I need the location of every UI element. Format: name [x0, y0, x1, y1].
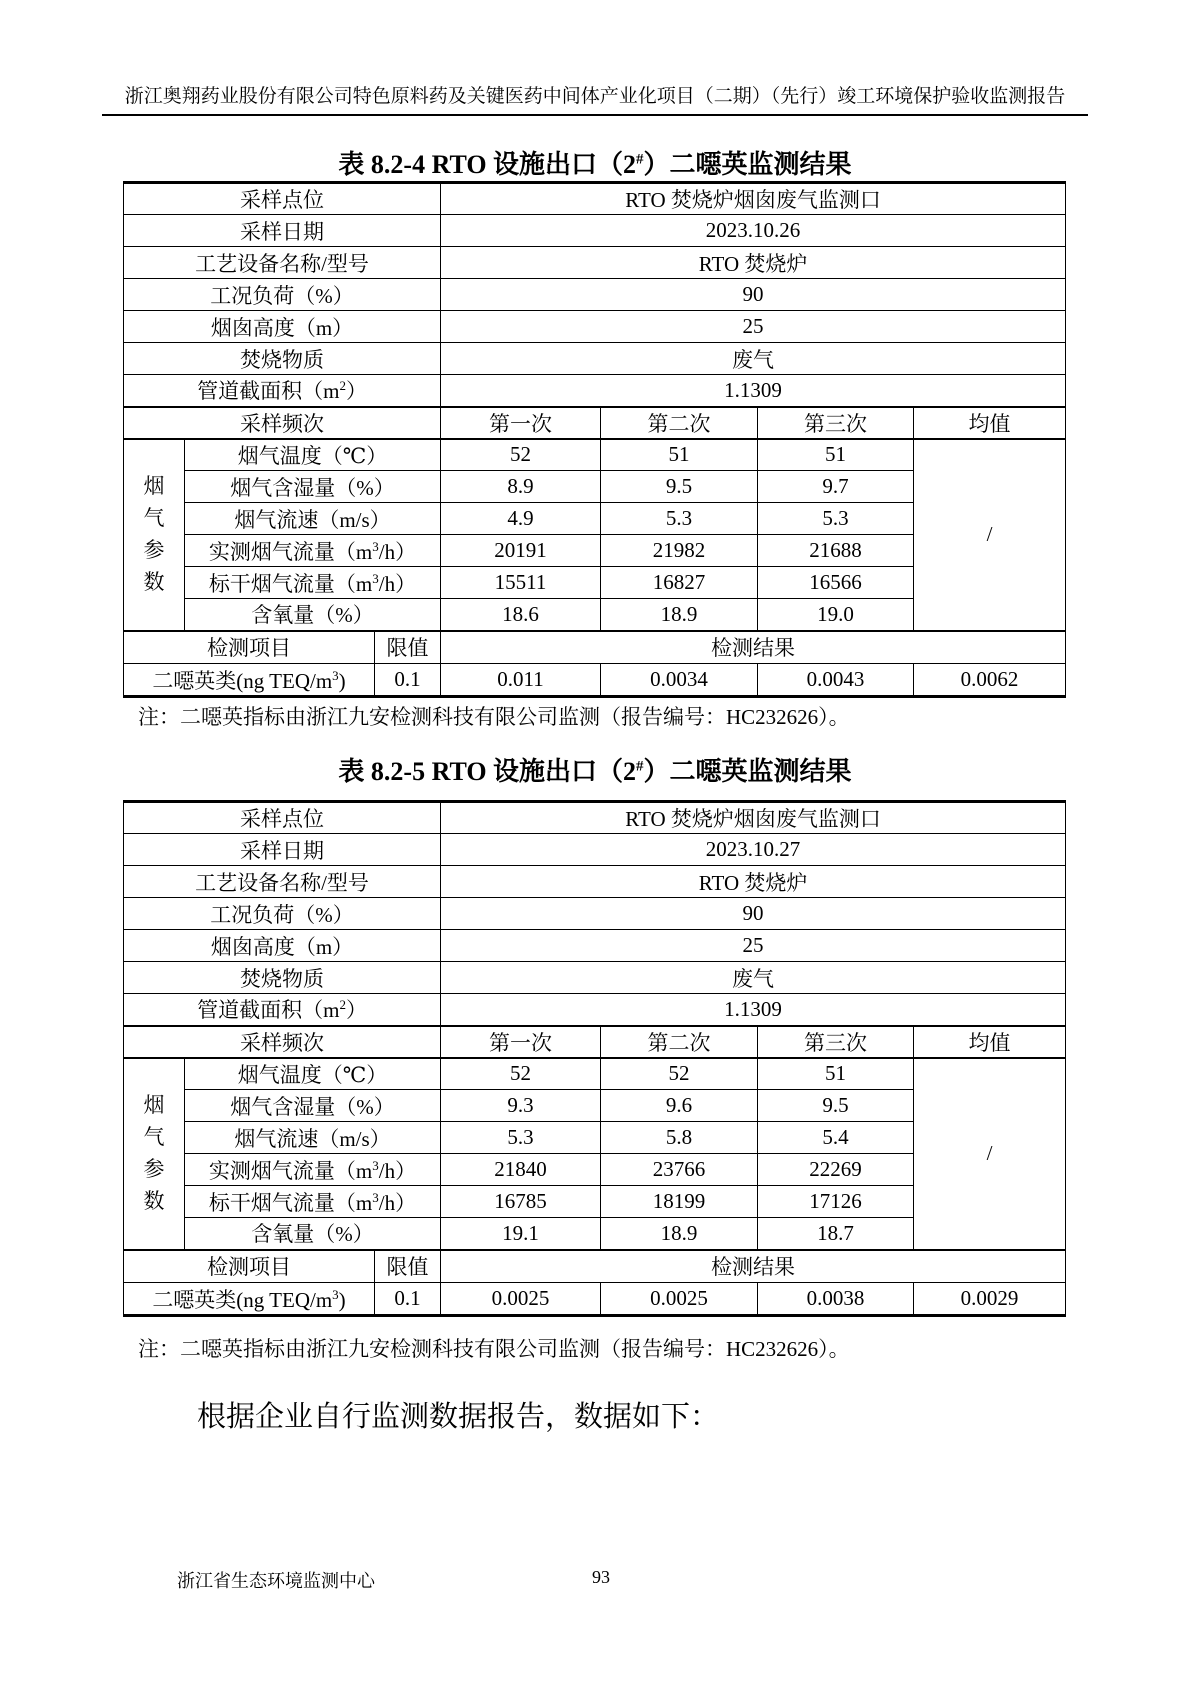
- data-cell: 18.6: [441, 599, 601, 631]
- data-cell: 5.3: [758, 503, 914, 535]
- data-cell: 18199: [601, 1186, 758, 1218]
- limit-header-cell: 限值: [375, 631, 441, 664]
- row-label-cell: 烟气含湿量（%）: [185, 1090, 441, 1122]
- data-cell: 9.6: [601, 1090, 758, 1122]
- table-1-title: [102, 144, 1088, 181]
- row-value-cell: 25: [441, 930, 1066, 962]
- data-cell: 5.8: [601, 1122, 758, 1154]
- column-header-cell: 第三次: [758, 407, 914, 439]
- param-group-cell: 烟 气 参 数: [124, 1058, 185, 1250]
- column-header-cell: 第一次: [441, 407, 601, 439]
- table-note: 注：二噁英指标由浙江九安检测科技有限公司监测（报告编号：HC232626）。: [138, 705, 850, 729]
- row-label-cell: 采样日期: [124, 834, 441, 866]
- info-row: [124, 930, 1066, 962]
- data-cell: 0.0038: [758, 1283, 914, 1316]
- row-value-cell: 2023.10.27: [441, 834, 1066, 866]
- data-cell: 0.0025: [441, 1283, 601, 1316]
- info-row: [124, 183, 1066, 215]
- row-value-cell: 1.1309: [441, 375, 1066, 407]
- data-cell: 9.5: [758, 1090, 914, 1122]
- row-label-cell: 采样点位: [124, 183, 441, 215]
- column-header-cell: 均值: [914, 407, 1066, 439]
- data-cell: 9.7: [758, 471, 914, 503]
- page-number: 93: [592, 1567, 610, 1587]
- column-header-cell: 第三次: [758, 1026, 914, 1058]
- row-label-cell: 工艺设备名称/型号: [124, 247, 441, 279]
- row-label-cell: 实测烟气流量$(m^3/h)$: [185, 535, 441, 567]
- data-cell: 21688: [758, 535, 914, 567]
- param-row: [124, 1058, 1066, 1090]
- limit-value-cell: 0.1: [375, 664, 441, 697]
- info-row: [124, 962, 1066, 994]
- row-label-cell: 含氧量（%）: [185, 599, 441, 631]
- data-cell: 19.0: [758, 599, 914, 631]
- data-cell: 52: [441, 439, 601, 471]
- data-cell: 16827: [601, 567, 758, 599]
- param-row: [124, 439, 1066, 471]
- row-value-cell: RTO 焚烧炉: [441, 247, 1066, 279]
- data-cell: 21982: [601, 535, 758, 567]
- data-cell: 19.1: [441, 1218, 601, 1250]
- row-value-cell: 废气: [441, 962, 1066, 994]
- row-label-cell: 烟囱高度（m）: [124, 311, 441, 343]
- data-cell: 16566: [758, 567, 914, 599]
- row-label-cell: 二噁英类(ng TEQ/$m^3$): [124, 1283, 375, 1316]
- info-row: [124, 898, 1066, 930]
- row-label-cell: 工艺设备名称/型号: [124, 866, 441, 898]
- data-cell: 51: [601, 439, 758, 471]
- row-label-cell: 含氧量（%）: [185, 1218, 441, 1250]
- data-cell: 52: [601, 1058, 758, 1090]
- row-value-cell: 90: [441, 898, 1066, 930]
- info-row: [124, 279, 1066, 311]
- row-label-cell: 焚烧物质: [124, 962, 441, 994]
- title-superscript: #: [636, 758, 644, 775]
- data-cell: 15511: [441, 567, 601, 599]
- data-cell: 18.9: [601, 599, 758, 631]
- footer-organization: 浙江省生态环境监测中心: [177, 1571, 375, 1591]
- column-header-cell: 第二次: [601, 407, 758, 439]
- table-2-title: [102, 751, 1088, 788]
- row-label-cell: 烟气温度（℃）: [185, 439, 441, 471]
- report-header: 浙江奥翔药业股份有限公司特色原料药及关键医药中间体产业化项目（二期）（先行）竣工环境保护验收监测报告: [102, 81, 1088, 116]
- dioxin-monitoring-table-1: [123, 181, 1066, 698]
- dioxin-row: [124, 664, 1066, 697]
- freq-header-row: [124, 407, 1066, 439]
- info-row: [124, 834, 1066, 866]
- info-row: [124, 311, 1066, 343]
- row-value-cell: RTO 焚烧炉烟囱废气监测口: [441, 183, 1066, 215]
- data-cell: 17126: [758, 1186, 914, 1218]
- data-cell: 18.9: [601, 1218, 758, 1250]
- row-label-cell: 采样频次: [124, 1026, 441, 1058]
- info-row: [124, 343, 1066, 375]
- row-label-cell: 烟气温度（℃）: [185, 1058, 441, 1090]
- info-row: [124, 215, 1066, 247]
- data-cell: 0.0025: [601, 1283, 758, 1316]
- row-value-cell: 2023.10.26: [441, 215, 1066, 247]
- column-header-cell: 第二次: [601, 1026, 758, 1058]
- info-row: [124, 802, 1066, 834]
- column-header-cell: 均值: [914, 1026, 1066, 1058]
- row-value-cell: 废气: [441, 343, 1066, 375]
- mean-value-cell: 0.0062: [914, 664, 1066, 697]
- data-cell: 0.0034: [601, 664, 758, 697]
- row-label-cell: 烟囱高度（m）: [124, 930, 441, 962]
- data-cell: 4.9: [441, 503, 601, 535]
- limit-header-row: [124, 1250, 1066, 1283]
- row-label-cell: 管道截面积$(m^2)$: [124, 994, 441, 1026]
- data-cell: 9.3: [441, 1090, 601, 1122]
- body-paragraph: 根据企业自行监测数据报告，数据如下：: [197, 1401, 720, 1433]
- title-text: 表 8.2-5 RTO 设施出口（2: [338, 757, 637, 786]
- row-label-cell: 管道截面积$(m^2)$: [124, 375, 441, 407]
- info-row: [124, 866, 1066, 898]
- row-label-cell: 烟气流速（m/s）: [185, 503, 441, 535]
- data-cell: 51: [758, 439, 914, 471]
- row-label-cell: 工况负荷（%）: [124, 279, 441, 311]
- data-cell: 0.011: [441, 664, 601, 697]
- row-label-cell: 检测项目: [124, 1250, 375, 1283]
- column-header-cell: 第一次: [441, 1026, 601, 1058]
- data-cell: 9.5: [601, 471, 758, 503]
- row-label-cell: 采样频次: [124, 407, 441, 439]
- data-cell: 22269: [758, 1154, 914, 1186]
- row-label-cell: 标干烟气流量$(m^3/h)$: [185, 1186, 441, 1218]
- result-header-cell: 检测结果: [441, 1250, 1066, 1283]
- mean-cell: /: [914, 1058, 1066, 1250]
- data-cell: 8.9: [441, 471, 601, 503]
- row-value-cell: RTO 焚烧炉: [441, 866, 1066, 898]
- title-text: ）二噁英监测结果: [643, 757, 852, 786]
- limit-value-cell: 0.1: [375, 1283, 441, 1316]
- row-label-cell: 焚烧物质: [124, 343, 441, 375]
- data-cell: 21840: [441, 1154, 601, 1186]
- title-superscript: #: [636, 151, 644, 168]
- limit-header-row: [124, 631, 1066, 664]
- row-label-cell: 采样点位: [124, 802, 441, 834]
- row-label-cell: 采样日期: [124, 215, 441, 247]
- data-cell: 5.3: [441, 1122, 601, 1154]
- info-row: [124, 994, 1066, 1026]
- title-text: ）二噁英监测结果: [643, 150, 852, 179]
- row-label-cell: 检测项目: [124, 631, 375, 664]
- data-cell: 51: [758, 1058, 914, 1090]
- data-cell: 5.3: [601, 503, 758, 535]
- row-label-cell: 烟气流速（m/s）: [185, 1122, 441, 1154]
- row-value-cell: 90: [441, 279, 1066, 311]
- row-label-cell: 标干烟气流量$(m^3/h)$: [185, 567, 441, 599]
- result-header-cell: 检测结果: [441, 631, 1066, 664]
- data-cell: 20191: [441, 535, 601, 567]
- row-label-cell: 工况负荷（%）: [124, 898, 441, 930]
- row-label-cell: 实测烟气流量$(m^3/h)$: [185, 1154, 441, 1186]
- mean-cell: /: [914, 439, 1066, 631]
- param-group-cell: 烟 气 参 数: [124, 439, 185, 631]
- freq-header-row: [124, 1026, 1066, 1058]
- data-cell: 18.7: [758, 1218, 914, 1250]
- row-value-cell: 1.1309: [441, 994, 1066, 1026]
- data-cell: 52: [441, 1058, 601, 1090]
- info-row: [124, 375, 1066, 407]
- row-label-cell: 烟气含湿量（%）: [185, 471, 441, 503]
- row-value-cell: 25: [441, 311, 1066, 343]
- mean-value-cell: 0.0029: [914, 1283, 1066, 1316]
- data-cell: 5.4: [758, 1122, 914, 1154]
- data-cell: 23766: [601, 1154, 758, 1186]
- row-label-cell: 二噁英类(ng TEQ/$m^3$): [124, 664, 375, 697]
- dioxin-monitoring-table-2: [123, 800, 1066, 1317]
- limit-header-cell: 限值: [375, 1250, 441, 1283]
- table-note: 注：二噁英指标由浙江九安检测科技有限公司监测（报告编号：HC232626）。: [138, 1337, 850, 1361]
- data-cell: 16785: [441, 1186, 601, 1218]
- title-text: 表 8.2-4 RTO 设施出口（2: [338, 150, 637, 179]
- info-row: [124, 247, 1066, 279]
- data-cell: 0.0043: [758, 664, 914, 697]
- row-value-cell: RTO 焚烧炉烟囱废气监测口: [441, 802, 1066, 834]
- dioxin-row: [124, 1283, 1066, 1316]
